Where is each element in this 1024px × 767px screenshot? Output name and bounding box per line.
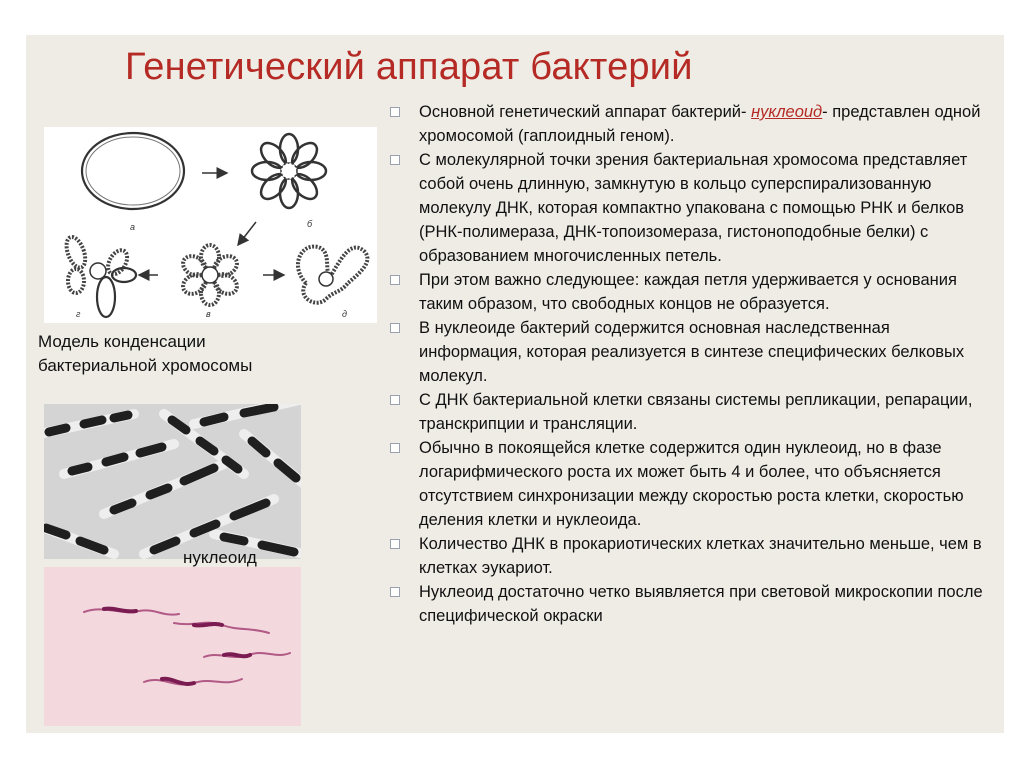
- bullet-text: Обычно в покоящейся клетке содержится один нуклеоид, но в фазе логарифмического роста их может быть 4 и более, что объясняется отсутствием синхронизации между скоростью роста клетки, скоростью деления клетки и нуклеоида.: [419, 439, 964, 529]
- nucleoid-link[interactable]: нуклеоид: [751, 103, 823, 121]
- bullet-marker-icon: [390, 539, 400, 549]
- diagram-label-d: д: [342, 309, 347, 319]
- bullet-item: [385, 532, 985, 580]
- bullet-item: [385, 316, 985, 388]
- relaxed-loops-d: [298, 247, 367, 303]
- bullet-text: С молекулярной точки зрения бактериальная хромосома представляет собой очень длинную, замкнутую в кольцо суперспирализованную молекулу ДНК, которая компактно упакована с помощью РНК и белков (РНК-полимераза, ДНК-топоизомераза, гистоноподобные белки) с образованием многочисленных петель.: [419, 151, 968, 265]
- bullet-marker-icon: [390, 323, 400, 333]
- bullet-marker-icon: [390, 275, 400, 285]
- bullet-marker-icon: [390, 155, 400, 165]
- bullet-text: Нуклеоид достаточно четко выявляется при световой микроскопии после специфической окраски: [419, 583, 983, 625]
- bullet-marker-icon: [390, 395, 400, 405]
- bullet-list: [385, 100, 985, 628]
- bullet-item: [385, 580, 985, 628]
- bullet-item: [385, 100, 985, 148]
- bullet-item: [385, 388, 985, 436]
- bullet-text: При этом важно следующее: каждая петля удерживается у основания таким образом, что свободных концов не образуется.: [419, 271, 957, 313]
- diagram-label-v: в: [206, 309, 211, 319]
- slide-title: Генетический аппарат бактерий: [125, 46, 693, 88]
- bullet-marker-icon: [390, 587, 400, 597]
- supercoiled-flower-v: [180, 245, 241, 305]
- bullet-item: [385, 148, 985, 268]
- bullet-text: С ДНК бактериальной клетки связаны системы репликации, репарации, транскрипции и трансляции.: [419, 391, 973, 433]
- circular-chromosome: [82, 133, 184, 209]
- arrow-b-to-c: [238, 222, 256, 245]
- diagram-label-a: а: [130, 222, 136, 232]
- bullet-text: Основной генетический аппарат бактерий-: [419, 103, 752, 121]
- stained-bacteria-micrograph: [44, 567, 301, 726]
- nucleoid-micrograph: [44, 404, 301, 559]
- caption-line-1: Модель конденсации: [38, 332, 206, 351]
- bullet-item: [385, 436, 985, 532]
- diagram-label-b: б: [307, 219, 313, 229]
- caption-line-2: бактериальной хромосомы: [38, 356, 253, 375]
- chromosome-condensation-diagram: [44, 127, 377, 323]
- nucleoid-label: нуклеоид: [183, 548, 257, 567]
- loop-flower-b: [252, 134, 326, 208]
- bullet-text: В нуклеоиде бактерий содержится основная наследственная информация, которая реализуется в синтезе специфических белковых молекул.: [419, 319, 965, 385]
- mixed-loops-g: [63, 235, 136, 317]
- bullet-item: [385, 268, 985, 316]
- bullet-marker-icon: [390, 107, 400, 117]
- bullet-marker-icon: [390, 443, 400, 453]
- diagram-caption: [38, 330, 358, 378]
- diagram-label-g: г: [76, 309, 81, 319]
- bullet-text: Количество ДНК в прокариотических клетках значительно меньше, чем в клетках эукариот.: [419, 535, 982, 577]
- bullet-text: - представлен одной хромосомой (гаплоидный геном).: [419, 103, 981, 145]
